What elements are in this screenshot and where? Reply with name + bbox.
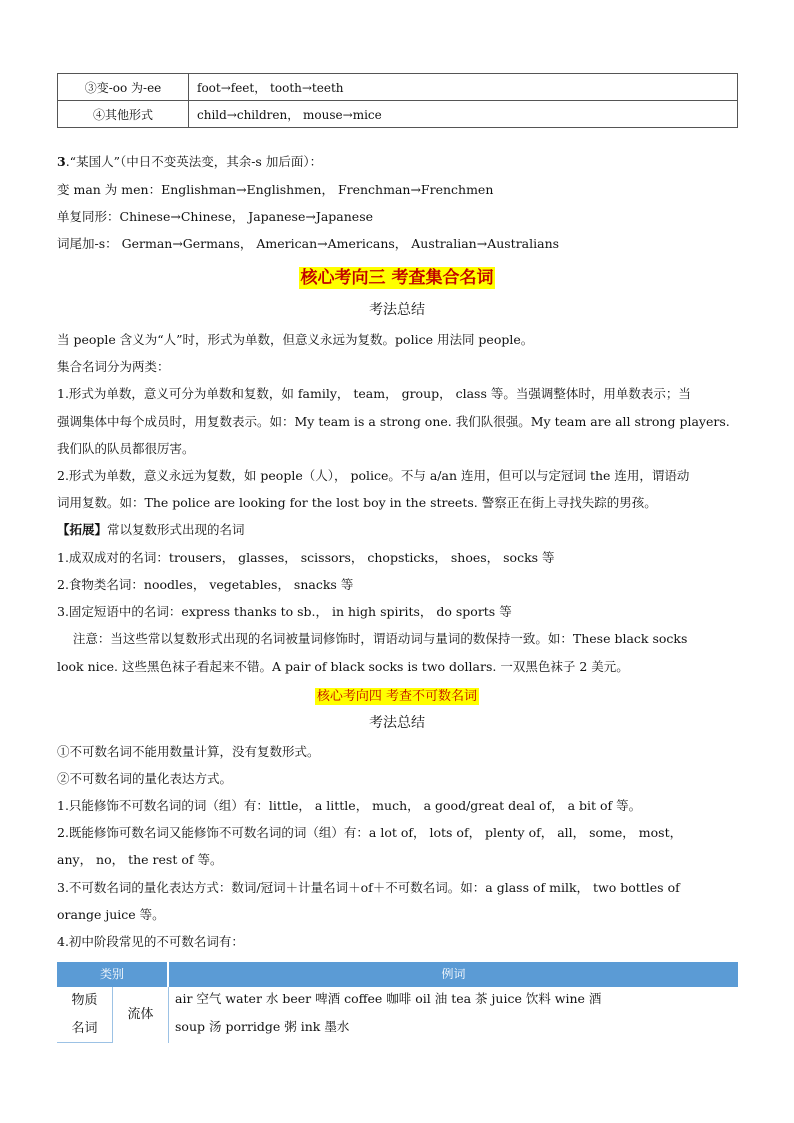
- core-4-subtitle: 考法总结: [369, 715, 425, 731]
- text-line: look nice. 这些黑色袜子看起来不错。A pair of black socks is two dollars. 一双黑色袜子 2 美元。: [57, 659, 629, 674]
- text-line: 词尾加-s： German→Germans， American→Americans， Australian→Australians: [57, 236, 560, 251]
- examples-line-2: soup 汤 porridge 粥 ink 墨水: [175, 1019, 350, 1034]
- category-cell-line2: 名词: [71, 1021, 98, 1036]
- core-4-title-wrap: [0, 685, 794, 704]
- text-line: 3.不可数名词的量化表达方式：数词/冠词＋计量名词＋of＋不可数名词。如：a glass of milk， two bottles of: [57, 880, 680, 895]
- examples-line-1: air 空气 water 水 beer 啤酒 coffee 咖啡 oil 油 tea 茶 juice 饮料 wine 酒: [175, 991, 602, 1006]
- core-3-subtitle: 考法总结: [369, 302, 425, 318]
- text-line: 1.只能修饰不可数名词的词（组）有：little， a little， much， a good/great deal of， a bit of 等。: [57, 798, 642, 813]
- text-line: 3.固定短语中的名词：express thanks to sb.， in high spirits， do sports 等: [57, 604, 512, 619]
- table-cell-example: child→children， mouse→mice: [189, 101, 738, 128]
- text-line: 词用复数。如：The police are looking for the lost boy in the streets. 警察正在街上寻找失踪的男孩。: [57, 495, 657, 510]
- extension-text: 常以复数形式出现的名词: [107, 522, 245, 537]
- table-header-category: 类别: [57, 962, 167, 987]
- table-row: [58, 74, 738, 101]
- sub-category-cell: 流体: [127, 1007, 154, 1022]
- text-line: 集合名词分为两类：: [57, 359, 170, 374]
- text-line: 单复同形：Chinese→Chinese， Japanese→Japanese: [57, 209, 374, 224]
- table-divider: [57, 1042, 112, 1043]
- section-heading-text: .“某国人”（中日不变英法变，其余-s 加后面）：: [65, 154, 323, 169]
- extension-label: 【拓展】: [57, 522, 108, 537]
- section-3-heading: [57, 152, 322, 172]
- core-3-title: 核心考向三 考查集合名词: [300, 268, 494, 288]
- table-cell-label: ④其他形式: [58, 101, 189, 128]
- table-cell-example: foot→feet， tooth→teeth: [189, 74, 738, 101]
- text-line: 我们队的队员都很厉害。: [57, 441, 195, 456]
- text-line: 2.形式为单数，意义永远为复数，如 people（人）， police。不与 a/an 连用，但可以与定冠词 the 连用，谓语动: [57, 468, 690, 483]
- text-line: 2.食物类名词：noodles， vegetables， snacks 等: [57, 577, 354, 592]
- category-cell-line1: 物质: [71, 993, 98, 1008]
- text-line: 注意：当这些常以复数形式出现的名词被量词修饰时，谓语动词与量词的数保持一致。如：These black socks: [57, 631, 688, 646]
- table-row: [58, 101, 738, 128]
- irregular-plural-table: [57, 73, 738, 128]
- text-line: any， no， the rest of 等。: [57, 852, 223, 867]
- text-line: ①不可数名词不能用数量计算，没有复数形式。: [57, 744, 320, 759]
- core-3-title-wrap: [0, 263, 794, 288]
- text-line: 4.初中阶段常见的不可数名词有：: [57, 934, 244, 949]
- text-line: 1.形式为单数，意义可分为单数和复数，如 family， team， group， class 等。当强调整体时，用单数表示；当: [57, 386, 691, 401]
- text-line: 强调集体中每个成员时，用复数表示。如：My team is a strong one. 我们队很强。My team are all strong players.: [57, 414, 730, 429]
- core-4-title: 核心考向四 考查不可数名词: [316, 689, 478, 704]
- table-divider: [168, 987, 169, 1043]
- text-line: 当 people 含义为“人”时，形式为单数，但意义永远为复数。police 用法同 people。: [57, 332, 534, 347]
- extension-heading: [57, 520, 245, 540]
- table-cell-label: ③变-oo 为-ee: [58, 74, 189, 101]
- text-line: 变 man 为 men：Englishman→Englishmen， Frenchman→Frenchmen: [57, 182, 494, 197]
- section-number: 3: [57, 154, 66, 169]
- text-line: ②不可数名词的量化表达方式。: [57, 771, 233, 786]
- text-line: 2.既能修饰可数名词又能修饰不可数名词的词（组）有：a lot of， lots of， plenty of， all， some， most，: [57, 825, 683, 840]
- text-line: 1.成双成对的名词：trousers， glasses， scissors， chopsticks， shoes， socks 等: [57, 550, 555, 565]
- table-header-examples: 例词: [169, 962, 738, 987]
- text-line: orange juice 等。: [57, 907, 165, 922]
